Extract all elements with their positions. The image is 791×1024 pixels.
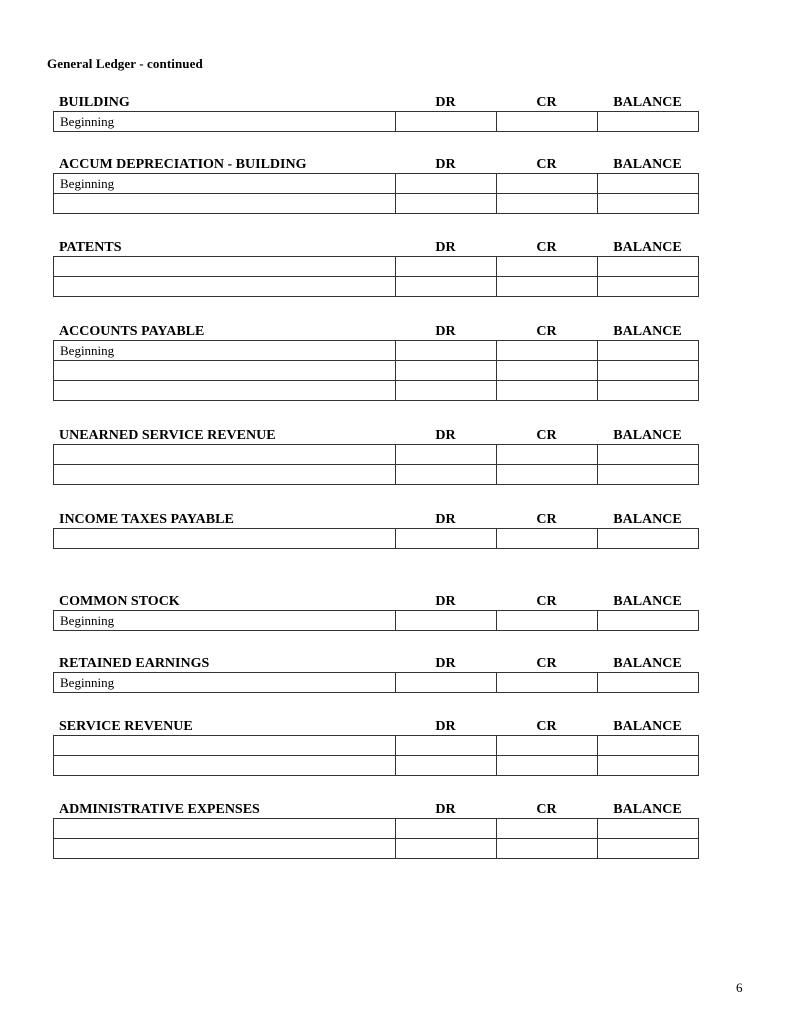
balance-cell[interactable] (598, 257, 699, 277)
cr-cell[interactable] (497, 756, 598, 776)
cr-cell[interactable] (497, 194, 598, 214)
account-name: PATENTS (59, 240, 122, 255)
description-cell[interactable]: Beginning (54, 174, 396, 194)
page-title: General Ledger - continued (47, 56, 203, 71)
balance-cell[interactable] (598, 529, 699, 549)
dr-cell[interactable] (396, 756, 497, 776)
dr-cell[interactable] (396, 611, 497, 631)
ledger-header (53, 802, 698, 818)
account-name: INCOME TAXES PAYABLE (59, 512, 234, 527)
ledger-header (53, 719, 698, 735)
cr-column-header: CR (536, 656, 557, 671)
table-row (54, 611, 699, 631)
balance-column-header: BALANCE (613, 157, 682, 172)
description-cell[interactable] (54, 277, 396, 297)
dr-cell[interactable] (396, 819, 497, 839)
dr-cell[interactable] (396, 529, 497, 549)
cr-cell[interactable] (497, 611, 598, 631)
balance-cell[interactable] (598, 736, 699, 756)
ledger-patents (53, 240, 698, 297)
table-row (54, 361, 699, 381)
cr-column-header: CR (536, 428, 557, 443)
cr-cell[interactable] (497, 112, 598, 132)
description-cell[interactable] (54, 361, 396, 381)
ledger-header (53, 428, 698, 444)
ledger-table (53, 528, 699, 549)
description-cell[interactable] (54, 257, 396, 277)
ledger-header (53, 324, 698, 340)
ledger-table (53, 256, 699, 297)
ledger-accounts-payable (53, 324, 698, 401)
dr-column-header: DR (435, 802, 456, 817)
dr-column-header: DR (435, 719, 456, 734)
account-name: COMMON STOCK (59, 594, 180, 609)
description-cell[interactable] (54, 736, 396, 756)
cr-column-header: CR (536, 512, 557, 527)
dr-cell[interactable] (396, 736, 497, 756)
balance-column-header: BALANCE (613, 656, 682, 671)
cr-column-header: CR (536, 719, 557, 734)
dr-cell[interactable] (396, 445, 497, 465)
dr-cell[interactable] (396, 341, 497, 361)
table-row (54, 736, 699, 756)
dr-cell[interactable] (396, 174, 497, 194)
table-row (54, 194, 699, 214)
cr-cell[interactable] (497, 819, 598, 839)
cr-column-header: CR (536, 324, 557, 339)
ledger-header (53, 240, 698, 256)
ledger-table (53, 444, 699, 485)
account-name: ACCUM DEPRECIATION - BUILDING (59, 157, 307, 172)
balance-column-header: BALANCE (613, 719, 682, 734)
table-row (54, 445, 699, 465)
description-cell[interactable] (54, 465, 396, 485)
table-row (54, 257, 699, 277)
dr-cell[interactable] (396, 381, 497, 401)
balance-cell[interactable] (598, 112, 699, 132)
dr-cell[interactable] (396, 112, 497, 132)
balance-cell[interactable] (598, 174, 699, 194)
account-name: BUILDING (59, 95, 130, 110)
page-number: 6 (736, 980, 743, 995)
balance-cell[interactable] (598, 465, 699, 485)
balance-column-header: BALANCE (613, 428, 682, 443)
table-row (54, 673, 699, 693)
cr-cell[interactable] (497, 736, 598, 756)
ledger-table (53, 173, 699, 214)
cr-cell[interactable] (497, 529, 598, 549)
table-row (54, 277, 699, 297)
account-name: UNEARNED SERVICE REVENUE (59, 428, 276, 443)
dr-column-header: DR (435, 157, 456, 172)
ledger-table (53, 735, 699, 776)
balance-cell[interactable] (598, 361, 699, 381)
ledger-retained-earnings (53, 656, 698, 693)
account-name: ACCOUNTS PAYABLE (59, 324, 205, 339)
cr-cell[interactable] (497, 465, 598, 485)
cr-column-header: CR (536, 240, 557, 255)
description-cell[interactable] (54, 381, 396, 401)
cr-column-header: CR (536, 95, 557, 110)
balance-cell[interactable] (598, 445, 699, 465)
dr-column-header: DR (435, 428, 456, 443)
balance-column-header: BALANCE (613, 324, 682, 339)
ledger-common-stock (53, 594, 698, 631)
dr-column-header: DR (435, 324, 456, 339)
ledger-header (53, 594, 698, 610)
cr-cell[interactable] (497, 277, 598, 297)
cr-column-header: CR (536, 594, 557, 609)
dr-column-header: DR (435, 95, 456, 110)
table-row (54, 381, 699, 401)
balance-cell[interactable] (598, 341, 699, 361)
cr-cell[interactable] (497, 445, 598, 465)
cr-cell[interactable] (497, 257, 598, 277)
ledger-income-taxes-payable (53, 512, 698, 549)
ledger-service-revenue (53, 719, 698, 776)
balance-cell[interactable] (598, 381, 699, 401)
ledger-table (53, 672, 699, 693)
dr-cell[interactable] (396, 673, 497, 693)
dr-column-header: DR (435, 656, 456, 671)
dr-cell[interactable] (396, 361, 497, 381)
description-cell[interactable]: Beginning (54, 673, 396, 693)
cr-cell[interactable] (497, 174, 598, 194)
ledger-table (53, 111, 699, 132)
dr-column-header: DR (435, 240, 456, 255)
cr-cell[interactable] (497, 381, 598, 401)
ledger-administrative-expenses (53, 802, 698, 859)
balance-cell[interactable] (598, 819, 699, 839)
table-row (54, 529, 699, 549)
dr-cell[interactable] (396, 194, 497, 214)
account-name: ADMINISTRATIVE EXPENSES (59, 802, 260, 817)
description-cell[interactable]: Beginning (54, 341, 396, 361)
description-cell[interactable] (54, 529, 396, 549)
dr-cell[interactable] (396, 465, 497, 485)
ledger-header (53, 512, 698, 528)
table-row (54, 465, 699, 485)
table-row (54, 839, 699, 859)
description-cell[interactable]: Beginning (54, 112, 396, 132)
ledger-header (53, 157, 698, 173)
account-name: SERVICE REVENUE (59, 719, 193, 734)
description-cell[interactable] (54, 756, 396, 776)
cr-cell[interactable] (497, 361, 598, 381)
balance-column-header: BALANCE (613, 802, 682, 817)
balance-column-header: BALANCE (613, 512, 682, 527)
balance-cell[interactable] (598, 277, 699, 297)
balance-cell[interactable] (598, 673, 699, 693)
balance-cell[interactable] (598, 839, 699, 859)
balance-cell[interactable] (598, 756, 699, 776)
cr-column-header: CR (536, 157, 557, 172)
cr-cell[interactable] (497, 839, 598, 859)
balance-column-header: BALANCE (613, 95, 682, 110)
cr-cell[interactable] (497, 341, 598, 361)
dr-cell[interactable] (396, 257, 497, 277)
balance-cell[interactable] (598, 611, 699, 631)
cr-cell[interactable] (497, 673, 598, 693)
ledger-table (53, 818, 699, 859)
dr-column-header: DR (435, 594, 456, 609)
table-row (54, 112, 699, 132)
balance-cell[interactable] (598, 194, 699, 214)
account-name: RETAINED EARNINGS (59, 656, 210, 671)
ledger-unearned-service-revenue (53, 428, 698, 485)
table-row (54, 174, 699, 194)
description-cell[interactable]: Beginning (54, 611, 396, 631)
ledger-header (53, 95, 698, 111)
description-cell[interactable] (54, 819, 396, 839)
description-cell[interactable] (54, 839, 396, 859)
table-row (54, 819, 699, 839)
ledger-accum-depreciation-building (53, 157, 698, 214)
cr-column-header: CR (536, 802, 557, 817)
ledger-table (53, 610, 699, 631)
table-row (54, 756, 699, 776)
description-cell[interactable] (54, 194, 396, 214)
ledger-building (53, 95, 698, 132)
balance-column-header: BALANCE (613, 594, 682, 609)
ledger-table (53, 340, 699, 401)
dr-cell[interactable] (396, 277, 497, 297)
dr-column-header: DR (435, 512, 456, 527)
dr-cell[interactable] (396, 839, 497, 859)
balance-column-header: BALANCE (613, 240, 682, 255)
table-row (54, 341, 699, 361)
description-cell[interactable] (54, 445, 396, 465)
ledger-header (53, 656, 698, 672)
